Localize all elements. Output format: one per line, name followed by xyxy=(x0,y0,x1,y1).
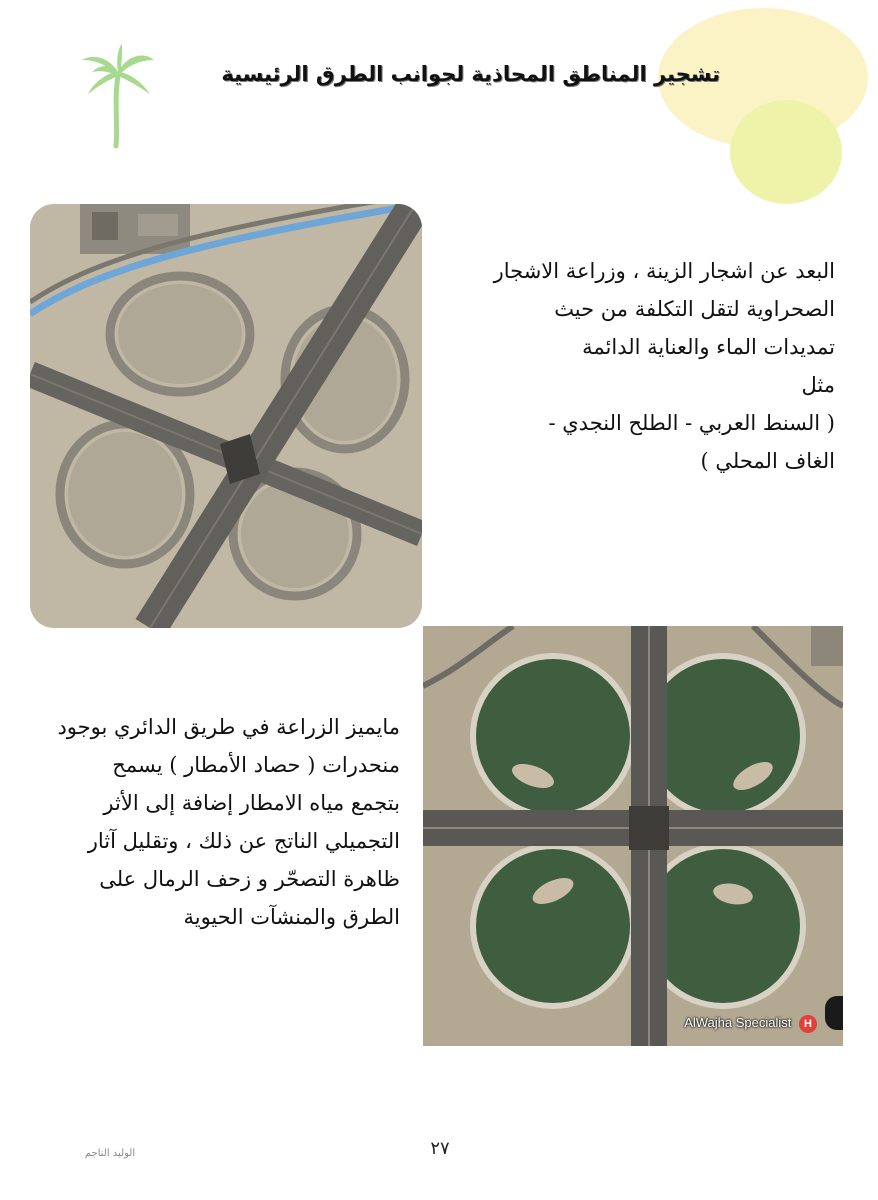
aerial-photo-desert-interchange xyxy=(30,204,422,628)
paragraph-line: ظاهرة التصحّر و زحف الرمال على xyxy=(99,867,400,891)
map-control-edge xyxy=(825,996,843,1030)
paragraph-line: منحدرات ( حصاد الأمطار ) يسمح xyxy=(112,753,400,777)
paragraph-line: مثل xyxy=(801,373,835,397)
paragraph-line: التجميلي الناتج عن ذلك ، وتقليل آثار xyxy=(87,829,400,853)
paragraph-line: البعد عن اشجار الزينة ، وزراعة الاشجار xyxy=(493,259,835,283)
paragraph-line: مايميز الزراعة في طريق الدائري بوجود xyxy=(57,715,400,739)
map-watermark xyxy=(684,1012,817,1034)
paragraph-line: تمديدات الماء والعناية الدائمة xyxy=(582,335,835,359)
author-name: الوليد الناجم xyxy=(84,1148,136,1159)
decorative-circle-small xyxy=(730,100,842,204)
desert-trees-paragraph xyxy=(450,252,835,480)
watermark-text: AlWajha Specialist xyxy=(684,1015,792,1030)
rain-harvesting-paragraph xyxy=(30,708,400,936)
paragraph-line: الصحراوية لتقل التكلفة من حيث xyxy=(554,297,835,321)
map-pin-icon: H xyxy=(799,1015,817,1033)
aerial-photo-green-interchange xyxy=(423,626,843,1046)
paragraph-line: بتجمع مياه الامطار إضافة إلى الأثر xyxy=(103,791,400,815)
paragraph-line: الطرق والمنشآت الحيوية xyxy=(183,905,400,929)
paragraph-line: ( السنط العربي - الطلح النجدي - xyxy=(548,411,835,435)
paragraph-line: الغاف المحلي ) xyxy=(700,449,835,473)
page-number: ٢٧ xyxy=(430,1138,450,1159)
palm-tree-icon xyxy=(78,42,158,154)
page-title: تشجير المناطق المحاذية لجوانب الطرق الرئيسية xyxy=(221,62,720,86)
